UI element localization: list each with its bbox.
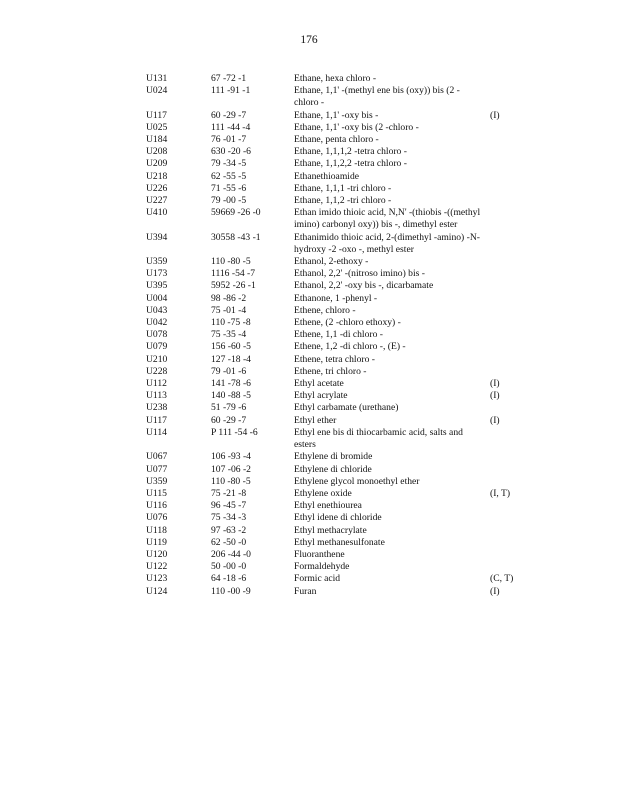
table-row <box>146 476 546 488</box>
substance-name: Ethyl carbamate (urethane) <box>294 402 399 414</box>
substance-name: Ethan imido thioic acid, N,N' -(thiobis -((methyl imino) carbonyl oxy)) bis -, dimethyl ester <box>294 207 481 231</box>
waste-code: U115 <box>146 487 167 499</box>
cas-number: 75 -01 -4 <box>211 304 247 316</box>
waste-code: U043 <box>146 304 168 316</box>
substance-name: Formic acid <box>294 573 341 585</box>
cas-number: 30558 -43 -1 <box>211 231 261 243</box>
waste-code: U238 <box>146 402 168 414</box>
substance-name: Ethene, (2 -chloro ethoxy) - <box>294 317 401 329</box>
waste-code: U116 <box>146 500 167 512</box>
substance-name: Ethyl methacrylate <box>294 524 367 536</box>
cas-number: 75 -34 -3 <box>211 512 247 524</box>
substance-name: Ethane, 1,1' -(methyl ene bis (oxy)) bis (2 -chloro - <box>294 85 460 109</box>
table-row <box>146 85 546 109</box>
substance-name: Ethyl methanesulfonate <box>294 536 385 548</box>
table-row <box>146 573 546 585</box>
substance-name: Ethene, tri chloro - <box>294 365 367 377</box>
table-row <box>146 378 546 390</box>
cas-number: 96 -45 -7 <box>211 500 247 512</box>
table-row <box>146 586 546 598</box>
waste-code: U123 <box>146 573 168 585</box>
substance-name: Ethylene di chloride <box>294 463 372 475</box>
waste-code: U173 <box>146 268 168 280</box>
cas-number: 5952 -26 -1 <box>211 280 256 292</box>
table-row <box>146 158 546 170</box>
substance-name: Ethane, 1,1' -oxy bis (2 -chloro - <box>294 121 419 133</box>
table-row <box>146 329 546 341</box>
waste-code: U117 <box>146 109 167 121</box>
table-row <box>146 366 546 378</box>
table-row <box>146 512 546 524</box>
cas-number: 67 -72 -1 <box>211 73 247 84</box>
waste-code: U131 <box>146 73 168 84</box>
substance-name: Fluoranthene <box>294 548 345 560</box>
waste-code: U124 <box>146 585 168 597</box>
cas-number: 110 -75 -8 <box>211 317 251 329</box>
table-row <box>146 110 546 122</box>
table-row <box>146 146 546 158</box>
hazard-basis: (I) <box>490 390 500 402</box>
substance-name: Ethene, 1,1 -di chloro - <box>294 329 383 341</box>
substance-name: Ethanol, 2-ethoxy - <box>294 256 369 268</box>
cas-number: 206 -44 -0 <box>211 548 251 560</box>
table-row <box>146 305 546 317</box>
cas-number: 107 -06 -2 <box>211 463 251 475</box>
substance-name: Ethanimido thioic acid, 2-(dimethyl -amino) -N-hydroxy -2 -oxo -, methyl ester <box>294 231 480 255</box>
cas-number: 111 -44 -4 <box>211 121 251 133</box>
substance-name: Ethene, tetra chloro - <box>294 353 375 365</box>
substance-name: Ethanol, 2,2' -(nitroso imino) bis - <box>294 268 425 280</box>
hazard-basis: (I) <box>490 109 500 121</box>
table-row <box>146 207 546 231</box>
table-row <box>146 183 546 195</box>
substance-name: Ethane, 1,1,1 -tri chloro - <box>294 182 392 194</box>
substance-name: Ethane, hexa chloro - <box>294 73 377 84</box>
waste-code: U112 <box>146 378 167 390</box>
table-row <box>146 268 546 280</box>
substance-name: Ethene, chloro - <box>294 304 356 316</box>
table-row <box>146 464 546 476</box>
hazard-basis: (I) <box>490 378 500 390</box>
cas-number: 62 -50 -0 <box>211 536 247 548</box>
waste-code: U077 <box>146 463 168 475</box>
waste-code: U228 <box>146 365 168 377</box>
substance-name: Ethane, 1,1' -oxy bis - <box>294 109 379 121</box>
waste-code: U067 <box>146 451 168 463</box>
cas-number: 111 -91 -1 <box>211 85 251 97</box>
substance-name: Furan <box>294 585 317 597</box>
substance-name: Ethyl ene bis di thiocarbamic acid, salts and esters <box>294 426 463 451</box>
substance-name: Ethanethioamide <box>294 170 360 182</box>
substance-name: Ethane, 1,1,2,2 -tetra chloro - <box>294 158 407 170</box>
table-row <box>146 293 546 305</box>
table-row <box>146 232 546 256</box>
waste-code: U395 <box>146 280 168 292</box>
table-row <box>146 390 546 402</box>
substance-name: Ethyl idene di chloride <box>294 512 382 524</box>
cas-number: 97 -63 -2 <box>211 524 247 536</box>
cas-number: 75 -35 -4 <box>211 329 247 341</box>
table-row <box>146 195 546 207</box>
cas-number: 50 -00 -0 <box>211 561 247 573</box>
cas-number: 127 -18 -4 <box>211 353 251 365</box>
waste-code: U025 <box>146 121 168 133</box>
cas-number: 59669 -26 -0 <box>211 207 261 219</box>
cas-number: 106 -93 -4 <box>211 451 251 463</box>
waste-code: U208 <box>146 146 168 158</box>
waste-code: U218 <box>146 170 168 182</box>
table-row <box>146 341 546 353</box>
waste-code: U120 <box>146 548 168 560</box>
cas-number: 62 -55 -5 <box>211 170 247 182</box>
cas-number: 1116 -54 -7 <box>211 268 256 280</box>
waste-code: U410 <box>146 207 168 219</box>
substance-name: Ethylene glycol monoethyl ether <box>294 475 420 487</box>
cas-number: 630 -20 -6 <box>211 146 251 158</box>
table-row <box>146 280 546 292</box>
waste-code: U118 <box>146 524 167 536</box>
table-row <box>146 537 546 549</box>
cas-number: 60 -29 -7 <box>211 109 247 121</box>
waste-code: U226 <box>146 182 168 194</box>
table-row <box>146 451 546 463</box>
substance-name: Ethene, 1,2 -di chloro -, (E) - <box>294 341 406 353</box>
cas-number: 60 -29 -7 <box>211 414 247 426</box>
substance-name: Ethylene oxide <box>294 487 352 499</box>
table-row <box>146 317 546 329</box>
waste-code: U113 <box>146 390 167 402</box>
waste-code: U078 <box>146 329 168 341</box>
cas-number: 110 -80 -5 <box>211 256 251 268</box>
waste-code: U117 <box>146 414 167 426</box>
cas-number: 140 -88 -5 <box>211 390 251 402</box>
waste-code: U122 <box>146 561 168 573</box>
waste-code: U004 <box>146 292 168 304</box>
waste-code: U184 <box>146 134 168 146</box>
substance-name: Ethyl ether <box>294 414 337 426</box>
substance-name: Ethanol, 2,2' -oxy bis -, dicarbamate <box>294 280 434 292</box>
waste-code: U042 <box>146 317 168 329</box>
substance-name: Ethylene di bromide <box>294 451 373 463</box>
table-row <box>146 256 546 268</box>
cas-number: 79 -01 -6 <box>211 365 247 377</box>
waste-code: U114 <box>146 426 167 438</box>
substance-name: Ethane, 1,1,1,2 -tetra chloro - <box>294 146 407 158</box>
waste-code: U079 <box>146 341 168 353</box>
substance-name: Ethane, penta chloro - <box>294 134 379 146</box>
table-row <box>146 354 546 366</box>
cas-number: 64 -18 -6 <box>211 573 247 585</box>
cas-number: 71 -55 -6 <box>211 182 247 194</box>
cas-number: 79 -34 -5 <box>211 158 247 170</box>
substance-name: Ethane, 1,1,2 -tri chloro - <box>294 195 392 207</box>
substance-name: Ethyl acrylate <box>294 390 348 402</box>
hazard-basis: (I, T) <box>490 487 511 499</box>
substance-name: Ethyl acetate <box>294 378 344 390</box>
substance-name: Ethyl enethiourea <box>294 500 362 512</box>
table-row <box>146 122 546 134</box>
waste-code: U359 <box>146 256 168 268</box>
table-row <box>146 549 546 561</box>
substance-name: Formaldehyde <box>294 561 350 573</box>
cas-number: 156 -60 -5 <box>211 341 251 353</box>
page-number: 176 <box>300 34 318 46</box>
table-row <box>146 488 546 500</box>
table-row <box>146 73 546 85</box>
hazard-basis: (I) <box>490 414 500 426</box>
table-row <box>146 561 546 573</box>
cas-number: 75 -21 -8 <box>211 487 247 499</box>
cas-number: 110 -80 -5 <box>211 475 251 487</box>
waste-code: U227 <box>146 195 168 207</box>
table-row <box>146 134 546 146</box>
waste-code: U359 <box>146 475 168 487</box>
waste-code: U210 <box>146 353 168 365</box>
cas-number: P 111 -54 -6 <box>211 426 258 438</box>
cas-number: 110 -00 -9 <box>211 585 251 597</box>
waste-code: U119 <box>146 536 167 548</box>
waste-code: U024 <box>146 85 168 97</box>
waste-code: U394 <box>146 231 168 243</box>
table-row <box>146 402 546 414</box>
cas-number: 141 -78 -6 <box>211 378 251 390</box>
waste-code: U209 <box>146 158 168 170</box>
substance-name: Ethanone, 1 -phenyl - <box>294 292 378 304</box>
table-row <box>146 500 546 512</box>
table-row <box>146 525 546 537</box>
hazardous-waste-table <box>146 73 546 598</box>
cas-number: 76 -01 -7 <box>211 134 247 146</box>
hazard-basis: (I) <box>490 585 500 597</box>
cas-number: 79 -00 -5 <box>211 195 247 207</box>
table-row <box>146 415 546 427</box>
waste-code: U076 <box>146 512 168 524</box>
table-row <box>146 427 546 451</box>
hazard-basis: (C, T) <box>490 573 514 585</box>
cas-number: 51 -79 -6 <box>211 402 247 414</box>
cas-number: 98 -86 -2 <box>211 292 247 304</box>
table-row <box>146 171 546 183</box>
